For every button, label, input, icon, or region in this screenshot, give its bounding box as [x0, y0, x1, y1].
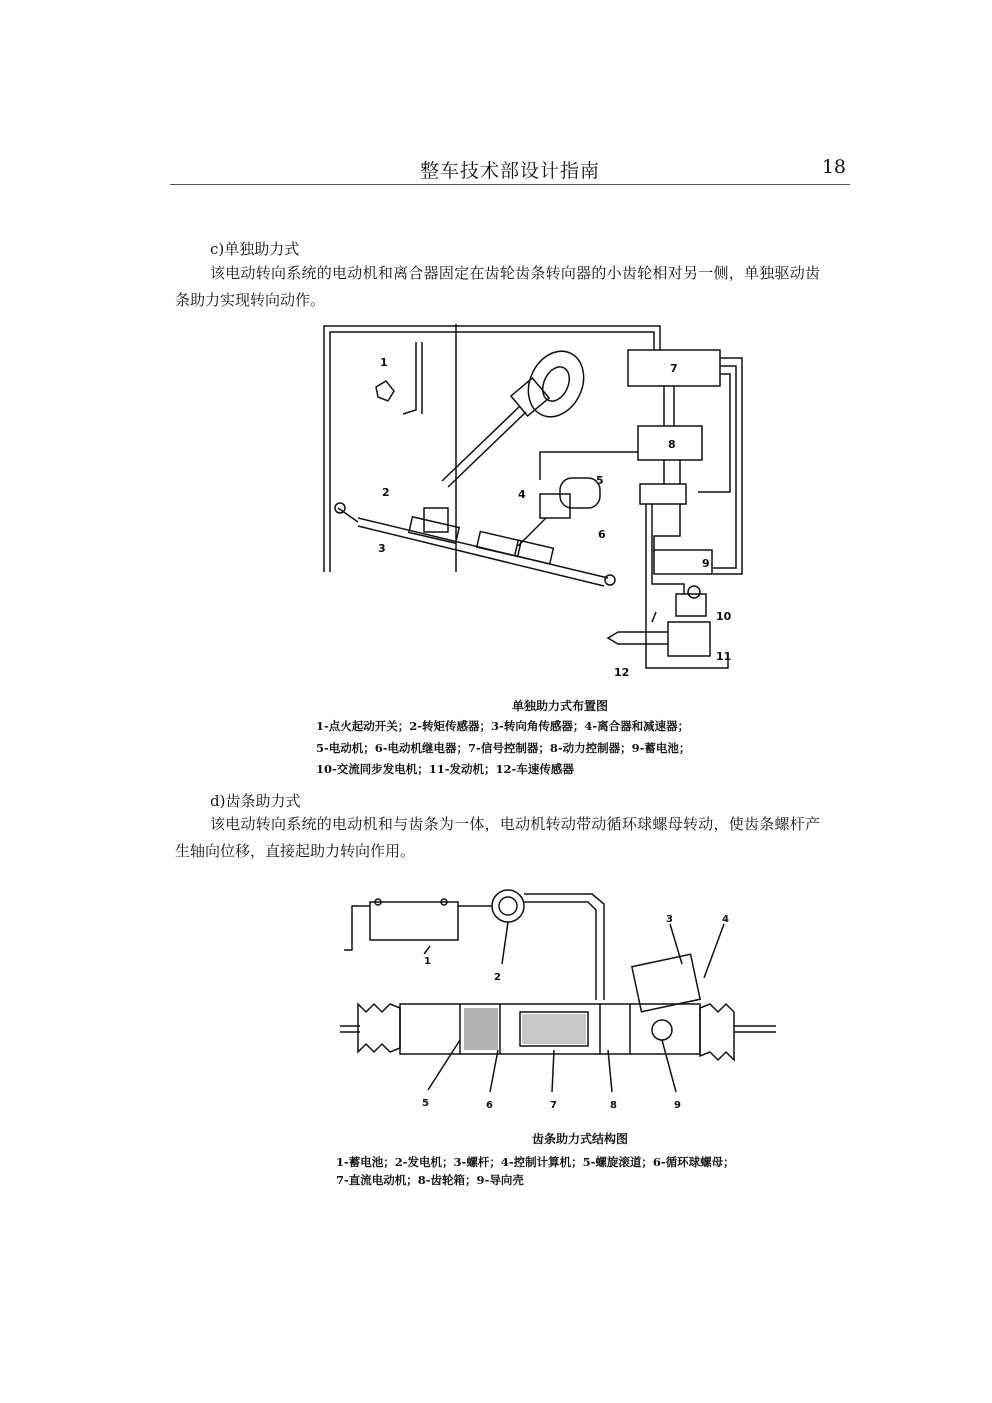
page-number: 18 [821, 156, 846, 178]
fig2-label-7: 7 [550, 1100, 557, 1111]
fig1-label-12: 12 [614, 666, 630, 679]
fig2-label-8: 8 [610, 1100, 617, 1111]
figure2-caption-line-2: 7-直流电动机；8-齿轮箱；9-导向壳 [336, 1173, 524, 1187]
section-c-title: c)单独助力式 [210, 240, 300, 258]
fig2-label-5: 5 [422, 1098, 429, 1109]
single-assist-layout-drawing [318, 322, 774, 687]
single-assist-layout-figure [318, 322, 774, 687]
fig2-label-2: 2 [494, 972, 501, 983]
rack-assist-structure-drawing [340, 880, 780, 1122]
fig2-label-3: 3 [666, 914, 673, 925]
fig1-label-1: 1 [380, 356, 388, 369]
section-c-paragraph: 该电动转向系统的电动机和离合器固定在齿轮齿条转向器的小齿轮相对另一侧，单独驱动齿条助力实现转向动作。 [175, 264, 820, 309]
fig2-label-9: 9 [674, 1100, 681, 1111]
page-header [170, 150, 850, 185]
fig1-label-9: 9 [702, 557, 710, 570]
fig1-label-8: 8 [668, 438, 676, 451]
header-title: 整车技术部设计指南 [419, 160, 600, 182]
fig1-label-4: 4 [518, 488, 526, 501]
figure1-caption-line-1: 1-点火起动开关；2-转矩传感器；3-转向角传感器；4-离合器和减速器； [316, 719, 690, 733]
fig1-label-3: 3 [378, 542, 386, 555]
fig1-label-2: 2 [382, 486, 390, 499]
fig2-label-4: 4 [722, 914, 729, 925]
fig1-label-10: 10 [716, 610, 732, 623]
figure2-caption-title: 齿条助力式结构图 [531, 1132, 628, 1146]
fig1-label-5: 5 [596, 474, 604, 487]
fig2-label-1: 1 [424, 956, 431, 967]
figure1-caption-line-3: 10-交流同步发电机；11-发动机；12-车速传感器 [316, 762, 574, 776]
rack-assist-structure-figure [340, 880, 780, 1122]
fig1-label-7: 7 [670, 362, 678, 375]
section-d-title: d)齿条助力式 [210, 792, 301, 810]
fig1-label-11: 11 [716, 650, 732, 663]
fig1-label-6: 6 [598, 528, 606, 541]
figure1-caption-title: 单独助力式布置图 [511, 699, 608, 713]
figure1-caption-line-2: 5-电动机；6-电动机继电器；7-信号控制器；8-动力控制器；9-蓄电池； [316, 741, 691, 755]
fig2-label-6: 6 [486, 1100, 493, 1111]
figure2-caption-line-1: 1-蓄电池；2-发电机；3-螺杆；4-控制计算机；5-螺旋滚道；6-循环球螺母； [336, 1155, 735, 1169]
section-d-paragraph: 该电动转向系统的电动机和与齿条为一体，电动机转动带动循环球螺母转动，使齿条螺杆产生轴向位移，直接起助力转向作用。 [175, 815, 820, 860]
